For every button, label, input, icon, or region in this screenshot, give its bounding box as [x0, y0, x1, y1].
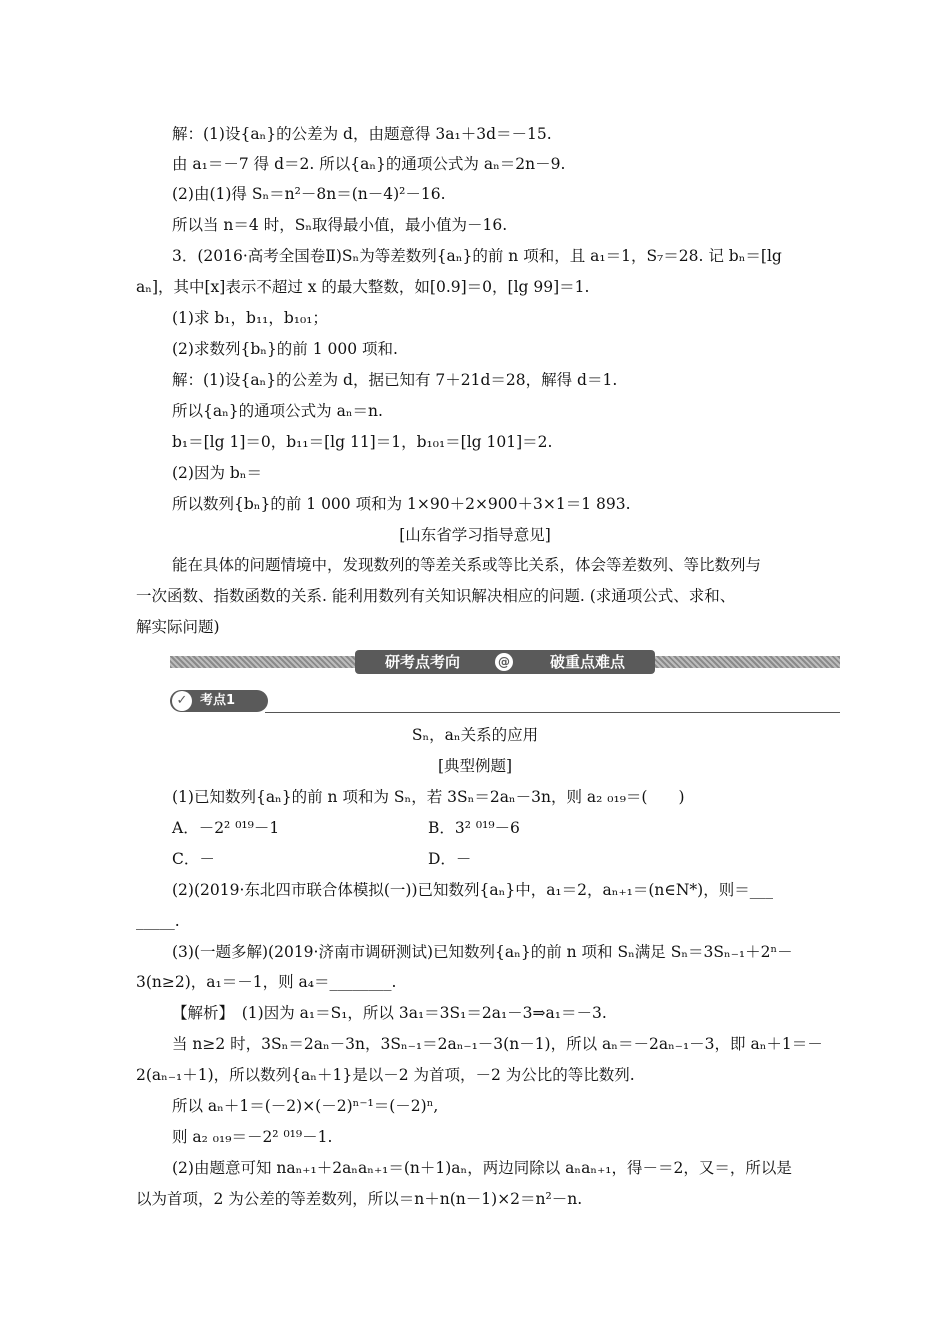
choice-option: C．－ — [172, 850, 215, 868]
choice-option: B．3² ⁰¹⁹－6 — [428, 819, 520, 837]
text-line: _____. — [136, 912, 180, 930]
text-line: 【解析】 (1)因为 a₁＝S₁，所以 3a₁＝3S₁＝2a₁－3⇒a₁＝－3. — [172, 1004, 607, 1022]
choice-option: D．－ — [428, 850, 472, 868]
text-line: (1)求 b₁，b₁₁，b₁₀₁； — [172, 309, 328, 327]
text-line: (2)由(1)得 Sₙ＝n²－8n＝(n－4)²－16. — [172, 185, 446, 203]
text-line: 由 a₁＝－7 得 d＝2. 所以{aₙ}的通项公式为 aₙ＝2n－9. — [172, 155, 566, 173]
section-banner — [170, 650, 840, 674]
text-line: 以为首项，2 为公差的等差数列，所以＝n＋n(n－1)×2＝n²－n. — [136, 1190, 583, 1208]
banner-right-text: 破重点难点 — [549, 653, 625, 671]
text-line: b₁＝[lg 1]＝0，b₁₁＝[lg 11]＝1，b₁₀₁＝[lg 101]＝2. — [172, 433, 553, 451]
text-line: (3)(一题多解)(2019·济南市调研测试)已知数列{aₙ}的前 n 项和 Sₙ满足 Sₙ＝3Sₙ₋₁＋2ⁿ－ — [172, 943, 793, 961]
text-line: 解：(1)设{aₙ}的公差为 d，由题意得 3a₁＋3d＝－15. — [172, 125, 552, 143]
text-line: 所以数列{bₙ}的前 1 000 项和为 1×90＋2×900＋3×1＝1 893. — [172, 495, 631, 513]
text-line: (2)因为 bₙ＝ — [172, 464, 263, 482]
check-icon: ✓ — [172, 691, 192, 711]
banner-amp-icon: @ — [495, 653, 513, 671]
text-line: (2)由题意可知 naₙ₊₁＋2aₙaₙ₊₁＝(n＋1)aₙ，两边同除以 aₙaₙ₊₁，得－＝2，又＝，所以是 — [172, 1159, 792, 1177]
text-line: 所以{aₙ}的通项公式为 aₙ＝n. — [172, 402, 383, 420]
text-line: (1)已知数列{aₙ}的前 n 项和为 Sₙ，若 3Sₙ＝2aₙ－3n，则 a₂ ₀₁₉＝( ) — [172, 788, 685, 806]
kaodian-pill — [170, 690, 268, 712]
centered-heading: Sₙ，aₙ关系的应用 — [411, 726, 539, 744]
text-line: 则 a₂ ₀₁₉＝－2² ⁰¹⁹－1. — [172, 1128, 333, 1146]
centered-heading: [典型例题] — [437, 757, 513, 775]
text-line: (2)(2019·东北四市联合体模拟(一))已知数列{aₙ}中，a₁＝2，aₙ₊₁＝(n∈N*)，则＝___ — [172, 881, 773, 899]
text-line: 当 n≥2 时，3Sₙ＝2aₙ－3n，3Sₙ₋₁＝2aₙ₋₁－3(n－1)，所以 aₙ＝－2aₙ₋₁－3，即 aₙ＋1＝－ — [172, 1035, 823, 1053]
kaodian-rule — [265, 712, 840, 713]
text-line: 能在具体的问题情境中，发现数列的等差关系或等比关系，体会等差数列、等比数列与 — [172, 556, 762, 574]
text-line: 一次函数、指数函数的关系. 能利用数列有关知识解决相应的问题. (求通项公式、求和、 — [136, 587, 736, 605]
text-line: aₙ]，其中[x]表示不超过 x 的最大整数，如[0.9]＝0，[lg 99]＝1. — [136, 278, 590, 296]
banner-tab — [355, 650, 655, 674]
text-line: 3(n≥2)，a₁＝－1，则 a₄＝________. — [136, 973, 397, 991]
kaodian-label: 考点1 — [200, 693, 236, 708]
kaodian-header — [170, 690, 840, 714]
text-line: 解实际问题) — [136, 618, 220, 636]
text-line: 所以 aₙ＋1＝(－2)×(－2)ⁿ⁻¹＝(－2)ⁿ, — [172, 1097, 439, 1115]
centered-heading: [山东省学习指导意见] — [399, 526, 551, 544]
choice-option: A．－2² ⁰¹⁹－1 — [172, 819, 280, 837]
text-line: 2(aₙ₋₁＋1)，所以数列{aₙ＋1}是以－2 为首项，－2 为公比的等比数列. — [136, 1066, 635, 1084]
text-line: 3．(2016·高考全国卷Ⅱ)Sₙ为等差数列{aₙ}的前 n 项和，且 a₁＝1，S₇＝28. 记 bₙ＝[lg — [172, 247, 782, 265]
text-line: 解：(1)设{aₙ}的公差为 d，据已知有 7＋21d＝28，解得 d＝1. — [172, 371, 618, 389]
text-line: (2)求数列{bₙ}的前 1 000 项和. — [172, 340, 398, 358]
banner-left-text: 研考点考向 — [385, 653, 461, 671]
text-line: 所以当 n＝4 时，Sₙ取得最小值，最小值为－16. — [172, 216, 508, 234]
